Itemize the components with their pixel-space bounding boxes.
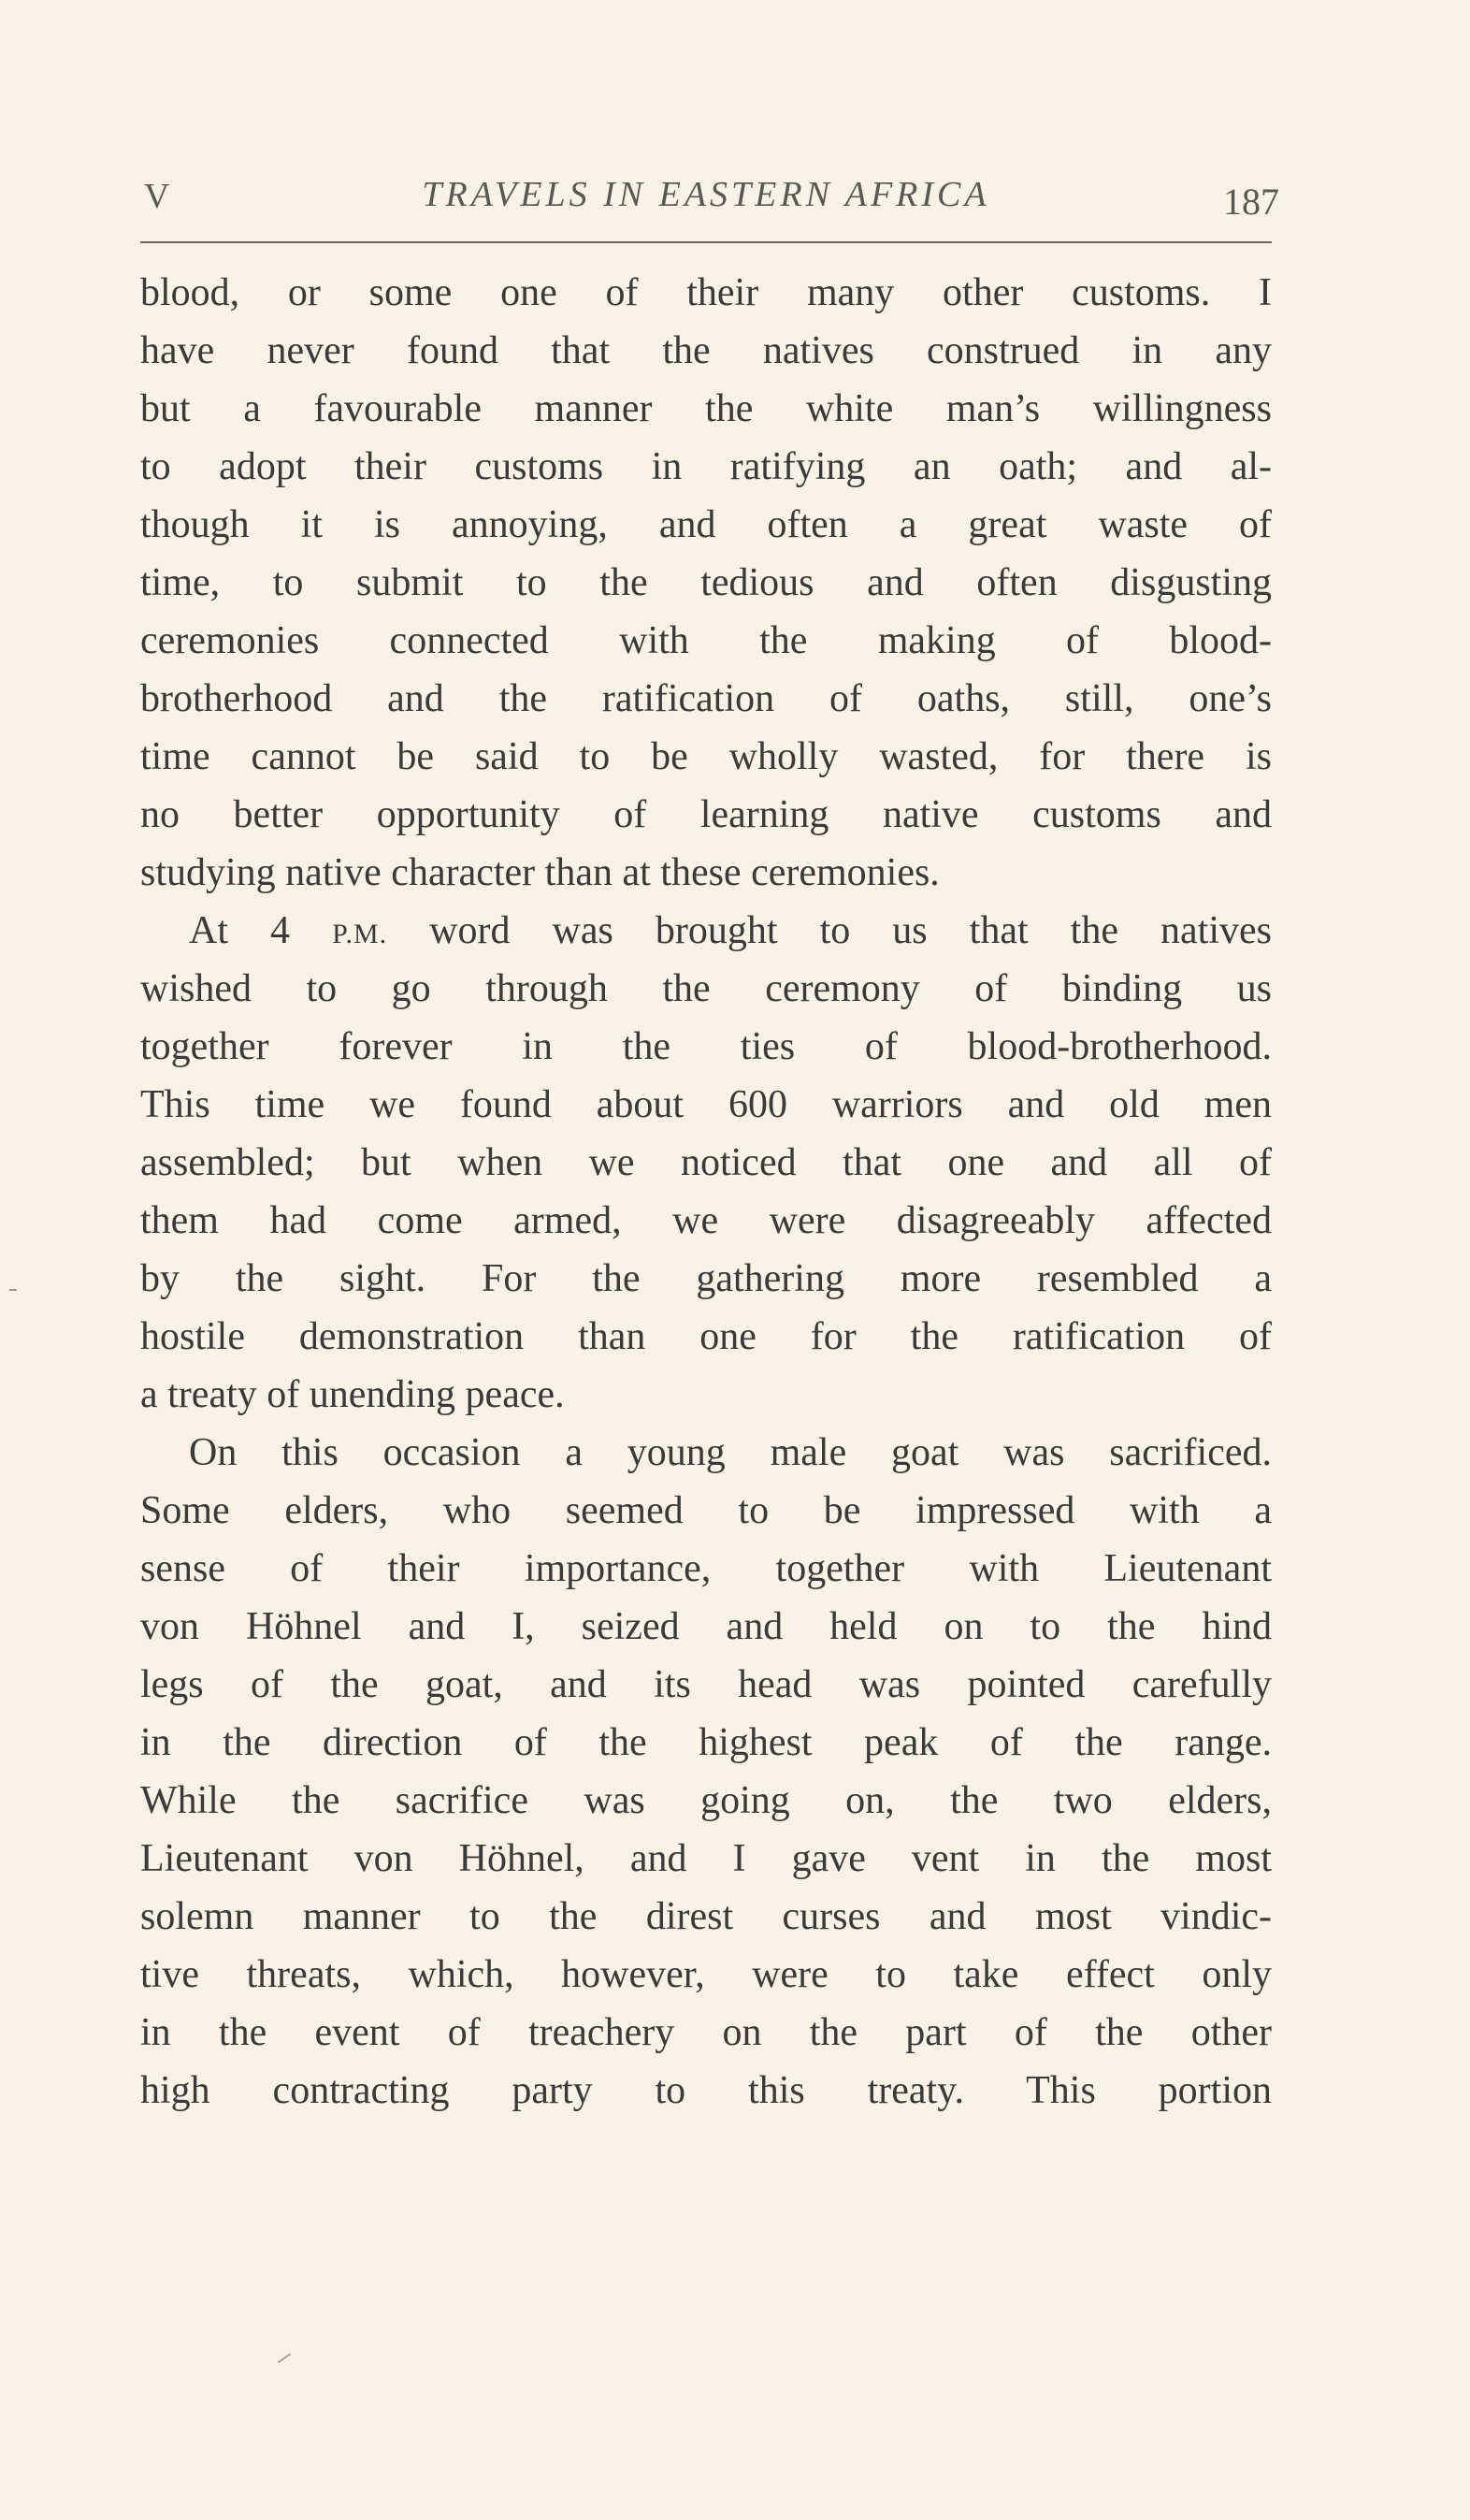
text-line: sense of their importance, together with Lieutenant	[140, 1547, 1272, 1590]
text-fragment: word was brought to us that the natives	[387, 909, 1272, 952]
text-line: though it is annoying, and often a great waste of	[140, 503, 1272, 546]
text-line: While the sacrifice was going on, the two elders,	[140, 1779, 1272, 1822]
page-number: 187	[1223, 181, 1279, 223]
running-head	[140, 170, 1279, 226]
text-line: but a favourable manner the white man’s willingness	[140, 387, 1272, 430]
text-line: to adopt their customs in ratifying an oath; and al-	[140, 445, 1272, 488]
text-line: them had come armed, we were disagreeably affected	[140, 1199, 1272, 1242]
text-line: von Höhnel and I, seized and held on to the hind	[140, 1605, 1272, 1648]
text-line: high contracting party to this treaty. This portion	[140, 2069, 1272, 2112]
text-line: Lieutenant von Höhnel, and I gave vent in the most	[140, 1837, 1272, 1880]
text-line: in the direction of the highest peak of the range.	[140, 1721, 1272, 1764]
text-line: hostile demonstration than one for the ratification of	[140, 1315, 1272, 1358]
text-line: Some elders, who seemed to be impressed with a	[140, 1489, 1272, 1532]
pencil-mark	[278, 2353, 291, 2364]
text-line: together forever in the ties of blood-brotherhood.	[140, 1025, 1272, 1068]
text-line: time cannot be said to be wholly wasted, for there is	[140, 735, 1272, 778]
text-line: time, to submit to the tedious and often disgusting	[140, 561, 1272, 604]
text-line: tive threats, which, however, were to take effect only	[140, 1953, 1272, 1996]
text-line: solemn manner to the direst curses and most vindic-	[140, 1895, 1272, 1938]
text-line: ceremonies connected with the making of blood-	[140, 619, 1272, 662]
text-line	[140, 902, 1272, 960]
text-line: a treaty of unending peace.	[140, 1373, 565, 1416]
text-fragment: At 4	[189, 909, 333, 952]
running-title: TRAVELS IN EASTERN AFRICA	[422, 175, 990, 214]
text-line: studying native character than at these ceremonies.	[140, 851, 940, 894]
text-line: This time we found about 600 warriors and old men	[140, 1083, 1272, 1126]
text-line: by the sight. For the gathering more resembled a	[140, 1257, 1272, 1300]
text-line: no better opportunity of learning native customs and	[140, 793, 1272, 836]
chapter-number: V	[144, 177, 171, 216]
text-line: in the event of treachery on the part of the other	[140, 2011, 1272, 2054]
text-line: legs of the goat, and its head was pointed carefully	[140, 1663, 1272, 1706]
small-caps-text: P.M.	[332, 919, 388, 949]
text-line: brotherhood and the ratification of oaths, still, one’s	[140, 677, 1272, 720]
text-line: have never found that the natives construed in any	[140, 329, 1272, 372]
text-line: On this occasion a young male goat was sacrificed.	[189, 1431, 1272, 1474]
text-line: assembled; but when we noticed that one and all of	[140, 1141, 1272, 1184]
text-line: blood, or some one of their many other customs. I	[140, 271, 1272, 314]
header-rule	[140, 241, 1272, 243]
body-text	[140, 264, 1272, 2120]
margin-mark	[9, 1289, 17, 1291]
text-line: wished to go through the ceremony of binding us	[140, 967, 1272, 1010]
